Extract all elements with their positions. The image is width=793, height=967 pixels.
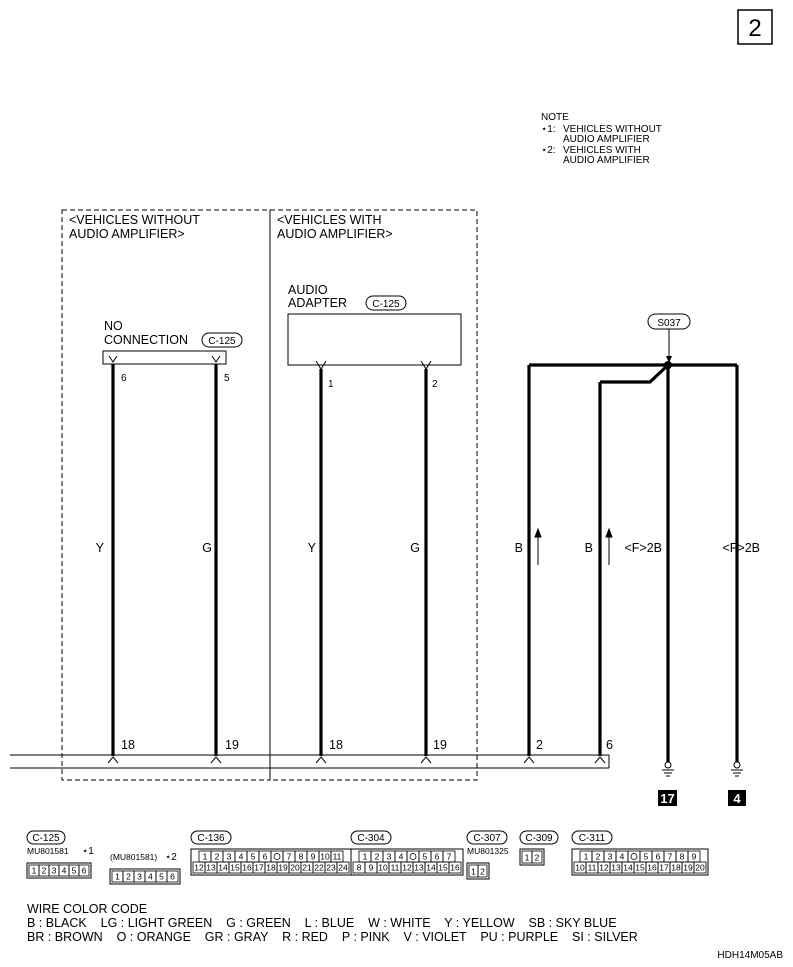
connector-pin-number: 9 [368, 862, 374, 873]
audio-adapter-pin-1: 1 [328, 379, 334, 390]
connector-pin-number: 16 [242, 862, 252, 873]
connector-pin-number: 3 [137, 871, 142, 882]
audio-adapter-box [288, 314, 461, 365]
section-label-with-1: <VEHICLES WITH [277, 213, 382, 227]
connector-label: C-304 [357, 833, 385, 844]
note-line-2b: AUDIO AMPLIFIER [563, 155, 650, 166]
connector-3 [191, 831, 351, 875]
note-mark-2: ⋆2: [541, 145, 556, 156]
connector-pin-number: 2 [534, 852, 540, 863]
connector-pin-number: 11 [332, 851, 342, 862]
connector-pin-number: 10 [378, 862, 388, 873]
connector-pin-number: 20 [695, 862, 705, 873]
audio-adapter-connector: C-125 [372, 299, 400, 310]
connector-pin-number: 16 [647, 862, 657, 873]
connector-pin-number: 12 [402, 862, 412, 873]
connector-pin-number: 10 [320, 851, 330, 862]
connector-pin-number: 1 [202, 851, 208, 862]
connector-pin-number: 1 [115, 871, 120, 882]
no-connection-label-1: NO [104, 319, 123, 333]
connector-pin-number: 9 [691, 851, 697, 862]
audio-adapter-label-2: ADAPTER [288, 296, 348, 310]
connector-cell [628, 851, 640, 862]
connector-pin-number: 6 [655, 851, 661, 862]
connector-pin-number: 5 [71, 865, 77, 876]
wire-label-f2b-2: <F>2B [722, 541, 760, 555]
connector-pin-number: 14 [623, 862, 633, 873]
connector-pin-number: 7 [446, 851, 452, 862]
drawing-code: HDH14M05AB [717, 950, 783, 961]
section-box-without-amp [62, 210, 270, 780]
connector-pin-number: 10 [575, 862, 585, 873]
connector-pin-number: 8 [298, 851, 304, 862]
connector-pin-number: 4 [148, 871, 153, 882]
note-block [541, 112, 662, 166]
connector-pin-number: 3 [51, 865, 57, 876]
connector-pin-number: 1 [524, 852, 530, 863]
connector-pin-number: 18 [671, 862, 681, 873]
bottom-pin-2: 2 [536, 738, 543, 752]
connector-pin-number: 1 [362, 851, 368, 862]
connector-lock [274, 854, 280, 860]
connector-label: C-311 [578, 833, 606, 844]
connector-mark: ⋆1 [82, 846, 94, 857]
connector-2 [110, 852, 180, 884]
note-line-1b: AUDIO AMPLIFIER [563, 134, 650, 145]
connector-pin-number: 5 [250, 851, 256, 862]
wire-label-y-right: Y [307, 541, 316, 555]
connector-lock [631, 854, 637, 860]
connector-part-number: MU801581 [27, 846, 69, 856]
connector-pin-number: 16 [450, 862, 460, 873]
connector-pin-number: 14 [426, 862, 436, 873]
connector-pin-number: 6 [434, 851, 440, 862]
connector-pin-number: 1 [583, 851, 589, 862]
no-connection-pin-6: 6 [121, 373, 127, 384]
connector-pin-number: 1 [31, 865, 37, 876]
wires [113, 364, 737, 762]
ground-17-label: 17 [660, 791, 675, 806]
connector-part-number: (MU801581) [110, 852, 158, 862]
no-connection-connector: C-125 [208, 336, 236, 347]
bottom-pin-19-b: 19 [433, 738, 447, 752]
connector-diagrams [27, 831, 708, 884]
connector-mark: ⋆2 [165, 852, 177, 863]
bottom-pin-6: 6 [606, 738, 613, 752]
connector-7 [572, 831, 708, 875]
connector-pin-number: 13 [611, 862, 621, 873]
connector-label: C-307 [473, 833, 501, 844]
connector-pin-number: 5 [159, 871, 164, 882]
connector-pin-number: 9 [310, 851, 316, 862]
wire-color-code-line-2: BR : BROWN O : ORANGE GR : GRAY R : RED P : PINK V : VIOLET PU : PURPLE SI : SILVER [27, 930, 638, 944]
connector-pin-number: 4 [619, 851, 625, 862]
connector-pin-number: 20 [290, 862, 300, 873]
wire-label-b-2: B [584, 541, 593, 555]
connector-pin-number: 6 [81, 865, 87, 876]
connector-4 [351, 831, 463, 875]
connector-pin-number: 23 [326, 862, 336, 873]
wire-label-y-left: Y [95, 541, 104, 555]
connector-1 [27, 831, 94, 878]
connector-cell [271, 851, 283, 862]
connector-label: C-125 [32, 833, 60, 844]
connector-pin-number: 2 [41, 865, 47, 876]
wire-b2-jog [600, 365, 668, 382]
splice-dot [664, 361, 672, 369]
connector-pin-number: 4 [61, 865, 67, 876]
note-line-2a: VEHICLES WITH [563, 145, 641, 156]
connector-pin-number: 5 [643, 851, 649, 862]
connector-pin-number: 2 [595, 851, 601, 862]
connector-pin-number: 3 [386, 851, 392, 862]
connector-pin-number: 7 [667, 851, 673, 862]
connector-pin-number: 22 [314, 862, 324, 873]
bottom-pin-19-a: 19 [225, 738, 239, 752]
connector-pin-number: 2 [374, 851, 380, 862]
connector-pin-number: 6 [170, 871, 175, 882]
connector-pin-number: 13 [414, 862, 424, 873]
no-connection-pin-5: 5 [224, 373, 230, 384]
connector-pin-number: 1 [471, 866, 476, 877]
connector-pin-number: 11 [587, 862, 597, 873]
connector-pin-number: 17 [254, 862, 264, 873]
connector-cell [407, 851, 419, 862]
wire-label-b-1: B [514, 541, 523, 555]
ground-symbols [662, 762, 743, 776]
no-connection-box [103, 351, 226, 364]
connector-label: C-309 [525, 833, 553, 844]
connector-pin-number: 4 [238, 851, 244, 862]
no-connection-label-2: CONNECTION [104, 333, 189, 347]
connector-pin-number: 17 [659, 862, 669, 873]
connector-pin-number: 11 [390, 862, 400, 873]
note-mark-1: ⋆1: [541, 124, 556, 135]
connector-label: C-136 [197, 833, 225, 844]
connector-pin-number: 19 [683, 862, 693, 873]
connector-part-number: MU801325 [467, 846, 509, 856]
connector-pin-number: 3 [607, 851, 613, 862]
page-number: 2 [748, 15, 762, 42]
connector-pin-number: 24 [338, 862, 348, 873]
section-label-without-2: AUDIO AMPLIFIER> [69, 227, 185, 241]
connector-pin-number: 6 [262, 851, 268, 862]
connector-pin-number: 8 [679, 851, 685, 862]
bottom-terminals [108, 757, 605, 763]
connector-pin-number: 15 [635, 862, 645, 873]
connector-pin-number: 7 [286, 851, 292, 862]
connector-6 [520, 831, 558, 865]
connector-pin-number: 12 [599, 862, 609, 873]
note-title: NOTE [541, 112, 569, 123]
bottom-pin-18-b: 18 [329, 738, 343, 752]
wire-label-g-left: G [202, 541, 212, 555]
connector-pin-number: 15 [230, 862, 240, 873]
connector-pin-number: 8 [356, 862, 362, 873]
connector-pin-number: 19 [278, 862, 288, 873]
ground-4-label: 4 [733, 791, 741, 806]
connector-pin-number: 15 [438, 862, 448, 873]
connector-pin-number: 5 [422, 851, 428, 862]
connector-pin-number: 2 [480, 866, 485, 877]
bottom-pin-18-a: 18 [121, 738, 135, 752]
connector-pin-number: 21 [302, 862, 312, 873]
note-line-1a: VEHICLES WITHOUT [563, 124, 662, 135]
connector-pin-number: 14 [218, 862, 228, 873]
wire-color-code-line-1: B : BLACK LG : LIGHT GREEN G : GREEN L : BLUE W : WHITE Y : YELLOW SB : SKY BLUE [27, 916, 617, 930]
connector-pin-number: 3 [226, 851, 232, 862]
connector-lock [410, 854, 416, 860]
connector-pin-number: 2 [214, 851, 220, 862]
connector-pin-number: 13 [206, 862, 216, 873]
splice-label: S037 [657, 318, 681, 329]
section-label-with-2: AUDIO AMPLIFIER> [277, 227, 393, 241]
connector-pin-number: 4 [398, 851, 404, 862]
section-label-without-1: <VEHICLES WITHOUT [69, 213, 200, 227]
audio-adapter-label-1: AUDIO [288, 283, 328, 297]
wire-color-code-title: WIRE COLOR CODE [27, 902, 148, 916]
connector-pin-number: 2 [126, 871, 131, 882]
audio-adapter-pin-2: 2 [432, 379, 438, 390]
wire-label-f2b-1: <F>2B [624, 541, 662, 555]
connector-pin-number: 12 [194, 862, 204, 873]
connector-pin-number: 18 [266, 862, 276, 873]
wire-label-g-right: G [410, 541, 420, 555]
connector-5 [467, 831, 509, 879]
